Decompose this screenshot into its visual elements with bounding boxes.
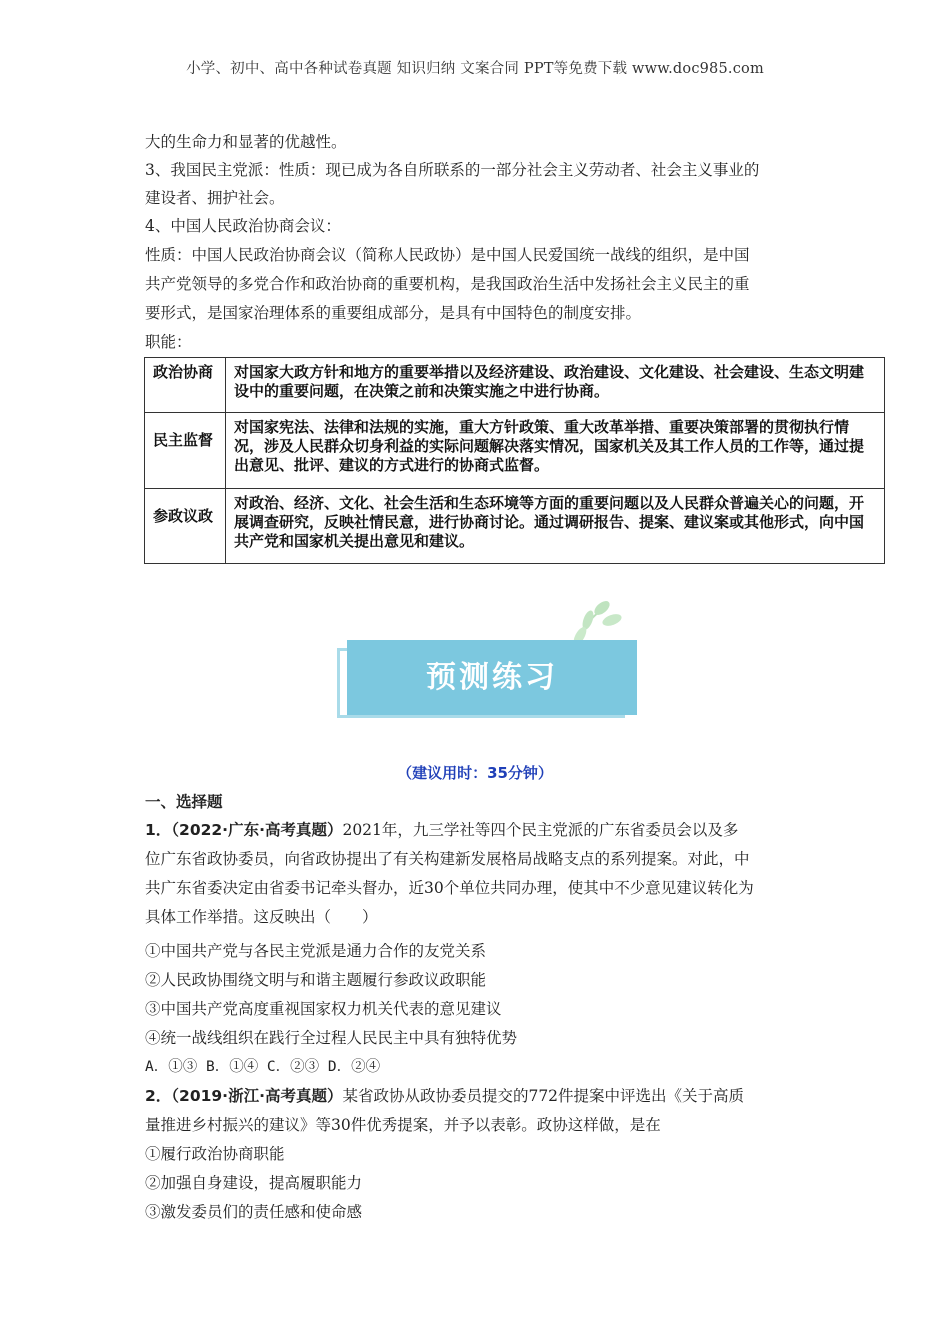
time-hint: （建议用时：35分钟） xyxy=(397,764,553,782)
intro-line: 要形式，是国家治理体系的重要组成部分，是具有中国特色的制度安排。 xyxy=(145,304,642,322)
question-2-source: 2．（2019·浙江·高考真题） xyxy=(145,1087,343,1105)
intro-line: 建设者、拥护社会。 xyxy=(145,189,285,207)
page-header: 小学、初中、高中各种试卷真题 知识归纳 文案合同 PPT等免费下载 www.doc985.com xyxy=(186,61,764,77)
function-term: 民主监督 xyxy=(145,413,226,489)
question-2-option: ③激发委员们的责任感和使命感 xyxy=(145,1203,363,1221)
function-desc: 对国家大政方针和地方的重要举措以及经济建设、政治建设、文化建设、社会建设、生态文明建设中的重要问题，在决策之前和决策实施之中进行协商。 xyxy=(226,358,885,413)
question-1-source: 1．（2022·广东·高考真题） xyxy=(145,821,343,839)
intro-line: 职能： xyxy=(145,333,192,351)
question-2-option: ②加强自身建设，提高履职能力 xyxy=(145,1174,363,1192)
function-term: 政治协商 xyxy=(145,358,226,413)
function-desc: 对政治、经济、文化、社会生活和生态环境等方面的重要问题以及人民群众普遍关心的问题，开展调查研究，反映社情民意，进行协商讨论。通过调研报告、提案、建议案或其他形式，向中国共产党和国家机关提出意见和建议。 xyxy=(226,489,885,564)
function-term: 参政议政 xyxy=(145,489,226,564)
intro-line: 性质：中国人民政治协商会议（简称人民政协）是中国人民爱国统一战线的组织，是中国 xyxy=(145,246,750,264)
banner-title: 预测练习 xyxy=(426,660,558,695)
question-1-option: ①中国共产党与各民主党派是通力合作的友党关系 xyxy=(145,942,487,960)
question-1-line: 共广东省委决定由省委书记牵头督办，近30个单位共同办理，使其中不少意见建议转化为 xyxy=(145,879,754,897)
functions-table xyxy=(144,357,885,564)
question-1-text: 2021年，九三学社等四个民主党派的广东省委员会以及多 xyxy=(342,821,739,839)
question-1-line: 具体工作举措。这反映出（ ） xyxy=(145,908,378,926)
question-2-line xyxy=(145,1082,744,1111)
question-2-option: ①履行政治协商职能 xyxy=(145,1145,285,1163)
practice-banner xyxy=(337,640,637,724)
function-desc: 对国家宪法、法律和法规的实施，重大方针政策、重大改革举措、重要决策部署的贯彻执行情况，涉及人民群众切身利益的实际问题解决落实情况，国家机关及其工作人员的工作等，通过提出意见、批评、建议的方式进行的协商式监督。 xyxy=(226,413,885,489)
intro-line: 大的生命力和显著的优越性。 xyxy=(145,133,347,151)
section-title: 一、选择题 xyxy=(145,793,223,811)
intro-line: 4、中国人民政治协商会议： xyxy=(145,217,341,235)
question-2-line: 量推进乡村振兴的建议》等30件优秀提案，并予以表彰。政协这样做，是在 xyxy=(145,1116,661,1134)
question-1-option: ②人民政协围绕文明与和谐主题履行参政议政职能 xyxy=(145,971,487,989)
question-1-line xyxy=(145,816,738,845)
question-2-text: 某省政协从政协委员提交的772件提案中评选出《关于高质 xyxy=(342,1087,745,1105)
question-1-answers: A．①③ B．①④ C．②③ D．②④ xyxy=(145,1059,381,1075)
table-row xyxy=(145,358,885,413)
question-1-option: ③中国共产党高度重视国家权力机关代表的意见建议 xyxy=(145,1000,502,1018)
table-row xyxy=(145,413,885,489)
question-1-option: ④统一战线组织在践行全过程人民民主中具有独特优势 xyxy=(145,1029,518,1047)
table-row xyxy=(145,489,885,564)
question-1-line: 位广东省政协委员，向省政协提出了有关构建新发展格局战略支点的系列提案。对此，中 xyxy=(145,850,750,868)
intro-line: 3、我国民主党派：性质：现已成为各自所联系的一部分社会主义劳动者、社会主义事业的 xyxy=(145,161,760,179)
intro-line: 共产党领导的多党合作和政治协商的重要机构，是我国政治生活中发扬社会主义民主的重 xyxy=(145,275,750,293)
